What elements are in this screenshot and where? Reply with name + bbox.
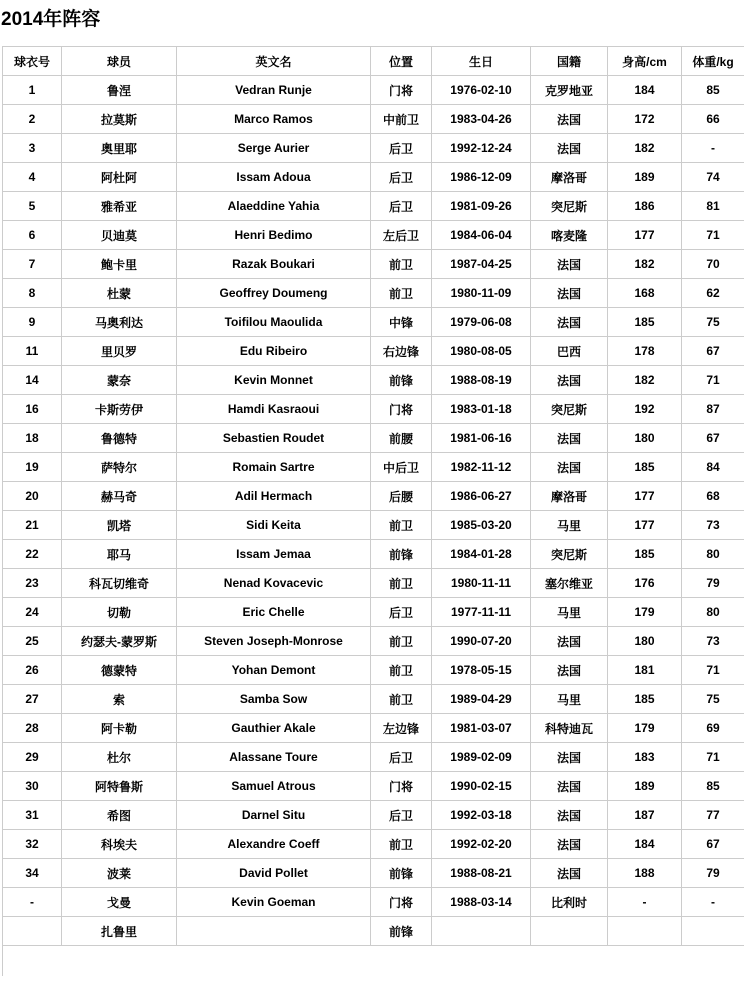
table-cell: Steven Joseph-Monrose [177,627,371,656]
column-header-player: 球员 [62,47,177,76]
table-row [3,859,744,888]
table-cell: 28 [3,714,62,743]
table-cell: 塞尔维亚 [531,569,608,598]
column-header-height: 身高/cm [608,47,682,76]
table-cell: 前卫 [371,830,432,859]
table-cell: Issam Jemaa [177,540,371,569]
table-cell: 14 [3,366,62,395]
table-cell: 阿杜阿 [62,163,177,192]
table-cell: 切勒 [62,598,177,627]
table-cell: 1980-11-09 [432,279,531,308]
table-cell: 1985-03-20 [432,511,531,540]
table-cell: 前腰 [371,424,432,453]
table-cell: 奥里耶 [62,134,177,163]
table-cell: 1980-11-11 [432,569,531,598]
column-header-nationality: 国籍 [531,47,608,76]
table-cell: 27 [3,685,62,714]
table-cell: 3 [3,134,62,163]
table-cell: Sidi Keita [177,511,371,540]
column-header-birthday: 生日 [432,47,531,76]
table-cell: 后卫 [371,743,432,772]
table-cell: 1989-04-29 [432,685,531,714]
table-cell: 184 [608,830,682,859]
table-cell: 2 [3,105,62,134]
table-cell: 法国 [531,308,608,337]
table-cell: 179 [608,714,682,743]
table-row [3,250,744,279]
table-cell: 18 [3,424,62,453]
table-cell: 79 [682,569,744,598]
table-cell: 法国 [531,656,608,685]
table-cell: 法国 [531,424,608,453]
table-cell: 1988-08-19 [432,366,531,395]
column-header-english-name: 英文名 [177,47,371,76]
table-row [3,830,744,859]
table-cell: 法国 [531,279,608,308]
table-cell: 1986-12-09 [432,163,531,192]
table-header-row [3,47,744,76]
table-row [3,714,744,743]
table-cell: 182 [608,366,682,395]
table-cell: Samba Sow [177,685,371,714]
table-cell: 177 [608,221,682,250]
table-cell: 66 [682,105,744,134]
table-row [3,163,744,192]
table-row [3,482,744,511]
table-cell: 62 [682,279,744,308]
table-cell: 1990-02-15 [432,772,531,801]
table-cell: 185 [608,685,682,714]
table-cell: 29 [3,743,62,772]
table-cell: 马里 [531,511,608,540]
table-cell [177,917,371,946]
column-header-weight: 体重/kg [682,47,744,76]
table-cell: 阿特鲁斯 [62,772,177,801]
table-row [3,656,744,685]
table-cell: 1992-02-20 [432,830,531,859]
table-cell: 187 [608,801,682,830]
table-cell: 25 [3,627,62,656]
table-cell: 蒙奈 [62,366,177,395]
table-cell: 前卫 [371,250,432,279]
table-cell: 177 [608,511,682,540]
table-cell: 马奥利达 [62,308,177,337]
table-row [3,511,744,540]
table-cell: Alexandre Coeff [177,830,371,859]
table-cell: 31 [3,801,62,830]
table-cell: 1987-04-25 [432,250,531,279]
table-row [3,221,744,250]
table-cell: David Pollet [177,859,371,888]
table-cell: 左边锋 [371,714,432,743]
table-row [3,366,744,395]
table-cell: 85 [682,76,744,105]
table-cell: 门将 [371,888,432,917]
table-cell: 8 [3,279,62,308]
table-cell: 1979-06-08 [432,308,531,337]
table-cell: 1990-07-20 [432,627,531,656]
table-cell: 23 [3,569,62,598]
table-cell: 雅希亚 [62,192,177,221]
table-cell: 68 [682,482,744,511]
table-cell: 1984-06-04 [432,221,531,250]
table-cell: 19 [3,453,62,482]
table-cell: 32 [3,830,62,859]
table-cell [682,917,744,946]
table-cell: 1978-05-15 [432,656,531,685]
table-cell: Serge Aurier [177,134,371,163]
table-row [3,395,744,424]
table-cell: Darnel Situ [177,801,371,830]
table-cell: 鲍卡里 [62,250,177,279]
table-row [3,627,744,656]
table-cell: Kevin Monnet [177,366,371,395]
table-cell: 192 [608,395,682,424]
table-cell: Alaeddine Yahia [177,192,371,221]
table-cell: 右边锋 [371,337,432,366]
table-row [3,540,744,569]
table-cell: 波莱 [62,859,177,888]
table-cell: 鲁德特 [62,424,177,453]
table-cell: 后卫 [371,134,432,163]
table-cell: 184 [608,76,682,105]
table-cell: 赫马奇 [62,482,177,511]
table-cell: 耶马 [62,540,177,569]
table-cell: 81 [682,192,744,221]
table-cell: Marco Ramos [177,105,371,134]
table-cell: 172 [608,105,682,134]
table-cell: 约瑟夫-蒙罗斯 [62,627,177,656]
table-cell: 摩洛哥 [531,482,608,511]
table-cell: 183 [608,743,682,772]
table-cell: 1984-01-28 [432,540,531,569]
table-cell: 22 [3,540,62,569]
table-cell: - [3,888,62,917]
table-cell: 73 [682,627,744,656]
table-cell: 科埃夫 [62,830,177,859]
table-row [3,598,744,627]
table-cell: Adil Hermach [177,482,371,511]
table-cell: 1989-02-09 [432,743,531,772]
table-cell: 法国 [531,366,608,395]
table-cell: 182 [608,250,682,279]
table-cell: 6 [3,221,62,250]
table-cell: 鲁涅 [62,76,177,105]
table-cell: 34 [3,859,62,888]
table-cell: 189 [608,772,682,801]
table-cell: 后卫 [371,801,432,830]
table-cell: 克罗地亚 [531,76,608,105]
table-cell: 阿卡勒 [62,714,177,743]
table-row [3,134,744,163]
table-cell: 1992-03-18 [432,801,531,830]
table-cell: 30 [3,772,62,801]
table-cell: 1980-08-05 [432,337,531,366]
empty-tail-cell [3,946,744,977]
table-cell: Edu Ribeiro [177,337,371,366]
table-cell: 萨特尔 [62,453,177,482]
table-row [3,743,744,772]
table-cell: 法国 [531,627,608,656]
page-title: 2014年阵容 [1,9,744,31]
table-cell: 1988-03-14 [432,888,531,917]
table-cell: - [682,888,744,917]
table-cell: 1976-02-10 [432,76,531,105]
table-cell: 71 [682,656,744,685]
table-cell: 法国 [531,105,608,134]
table-cell: 法国 [531,859,608,888]
table-cell: 希图 [62,801,177,830]
table-cell: 中后卫 [371,453,432,482]
table-cell: 182 [608,134,682,163]
table-cell [531,917,608,946]
table-body [3,76,744,977]
table-cell: 7 [3,250,62,279]
table-cell: 后卫 [371,192,432,221]
table-cell: 法国 [531,250,608,279]
table-cell: 突尼斯 [531,395,608,424]
table-cell: 左后卫 [371,221,432,250]
table-cell: 84 [682,453,744,482]
table-cell: Nenad Kovacevic [177,569,371,598]
table-cell: 马里 [531,598,608,627]
table-cell: 67 [682,337,744,366]
table-cell: 门将 [371,76,432,105]
table-cell: 摩洛哥 [531,163,608,192]
table-cell: 71 [682,366,744,395]
table-row [3,772,744,801]
table-cell: 前锋 [371,540,432,569]
table-cell: 181 [608,656,682,685]
table-row [3,453,744,482]
table-cell: 80 [682,598,744,627]
table-cell: Eric Chelle [177,598,371,627]
table-cell: 74 [682,163,744,192]
table-cell: 185 [608,540,682,569]
table-cell: Kevin Goeman [177,888,371,917]
empty-tail-row [3,946,744,977]
table-cell [608,917,682,946]
table-cell: 85 [682,772,744,801]
table-cell: 16 [3,395,62,424]
table-cell: 67 [682,830,744,859]
table-cell: 67 [682,424,744,453]
table-cell: - [682,134,744,163]
table-cell: Vedran Runje [177,76,371,105]
table-cell: 索 [62,685,177,714]
table-cell: 科瓦切维奇 [62,569,177,598]
table-cell: 法国 [531,453,608,482]
table-cell [3,917,62,946]
table-cell: 179 [608,598,682,627]
table-cell: 178 [608,337,682,366]
table-cell: 1983-04-26 [432,105,531,134]
table-cell: 1983-01-18 [432,395,531,424]
table-cell: 前锋 [371,366,432,395]
table-cell: 法国 [531,830,608,859]
table-cell: 巴西 [531,337,608,366]
table-cell: 24 [3,598,62,627]
table-cell: 法国 [531,134,608,163]
table-cell: 9 [3,308,62,337]
table-cell: 71 [682,221,744,250]
table-cell: Samuel Atrous [177,772,371,801]
table-cell: 突尼斯 [531,192,608,221]
table-cell: 前卫 [371,511,432,540]
table-cell: Sebastien Roudet [177,424,371,453]
table-cell: 5 [3,192,62,221]
table-row [3,337,744,366]
table-cell: 180 [608,627,682,656]
table-cell: 71 [682,743,744,772]
table-cell: 后卫 [371,598,432,627]
table-cell: 德蒙特 [62,656,177,685]
table-cell: 1988-08-21 [432,859,531,888]
table-cell: 后腰 [371,482,432,511]
table-cell: 177 [608,482,682,511]
table-cell: 26 [3,656,62,685]
table-cell: Geoffrey Doumeng [177,279,371,308]
table-cell: 176 [608,569,682,598]
table-cell: 法国 [531,743,608,772]
table-cell: 前卫 [371,656,432,685]
table-cell: 185 [608,308,682,337]
table-cell: Romain Sartre [177,453,371,482]
table-cell: 中前卫 [371,105,432,134]
table-cell: 70 [682,250,744,279]
table-cell: 1981-03-07 [432,714,531,743]
table-cell: 1986-06-27 [432,482,531,511]
table-cell: 186 [608,192,682,221]
table-row [3,105,744,134]
table-cell: 凯塔 [62,511,177,540]
table-row [3,424,744,453]
column-header-position: 位置 [371,47,432,76]
table-row [3,888,744,917]
table-cell: 门将 [371,772,432,801]
table-cell: 前卫 [371,627,432,656]
table-cell: 79 [682,859,744,888]
table-cell: 卡斯劳伊 [62,395,177,424]
table-cell: 前锋 [371,859,432,888]
table-row [3,917,744,946]
table-cell: 前卫 [371,685,432,714]
table-cell: 里贝罗 [62,337,177,366]
table-cell: 185 [608,453,682,482]
table-cell: Henri Bedimo [177,221,371,250]
table-cell: Razak Boukari [177,250,371,279]
table-cell: 马里 [531,685,608,714]
table-cell: 189 [608,163,682,192]
table-cell: 喀麦隆 [531,221,608,250]
table-cell: 扎鲁里 [62,917,177,946]
table-cell: 168 [608,279,682,308]
table-header [3,47,744,76]
table-row [3,685,744,714]
table-row [3,76,744,105]
table-cell: 杜蒙 [62,279,177,308]
table-cell: 法国 [531,772,608,801]
table-cell: 杜尔 [62,743,177,772]
table-cell: 门将 [371,395,432,424]
table-cell: 比利时 [531,888,608,917]
table-cell: 1977-11-11 [432,598,531,627]
table-cell: 80 [682,540,744,569]
table-row [3,569,744,598]
table-cell: 法国 [531,801,608,830]
table-cell: 69 [682,714,744,743]
table-cell: - [608,888,682,917]
table-cell: 180 [608,424,682,453]
table-cell: 前锋 [371,917,432,946]
table-cell: 中锋 [371,308,432,337]
table-row [3,801,744,830]
table-cell: 戈曼 [62,888,177,917]
table-cell: Alassane Toure [177,743,371,772]
table-cell: 1 [3,76,62,105]
table-cell: 20 [3,482,62,511]
squad-table [2,46,744,976]
table-cell: Yohan Demont [177,656,371,685]
table-row [3,308,744,337]
table-cell: 75 [682,685,744,714]
table-cell: 11 [3,337,62,366]
table-cell: 前卫 [371,279,432,308]
table-cell: 77 [682,801,744,830]
table-cell: 188 [608,859,682,888]
table-row [3,279,744,308]
table-cell: Gauthier Akale [177,714,371,743]
table-cell: 21 [3,511,62,540]
table-cell [432,917,531,946]
table-cell: 后卫 [371,163,432,192]
table-cell: 贝迪莫 [62,221,177,250]
table-cell: 科特迪瓦 [531,714,608,743]
table-cell: Toifilou Maoulida [177,308,371,337]
table-cell: 75 [682,308,744,337]
table-row [3,192,744,221]
table-cell: 73 [682,511,744,540]
table-cell: 突尼斯 [531,540,608,569]
table-cell: 1981-06-16 [432,424,531,453]
table-cell: Hamdi Kasraoui [177,395,371,424]
column-header-jersey-number: 球衣号 [3,47,62,76]
table-cell: 1981-09-26 [432,192,531,221]
table-cell: 1982-11-12 [432,453,531,482]
table-cell: 前卫 [371,569,432,598]
table-cell: Issam Adoua [177,163,371,192]
table-cell: 1992-12-24 [432,134,531,163]
table-cell: 87 [682,395,744,424]
table-cell: 4 [3,163,62,192]
table-cell: 拉莫斯 [62,105,177,134]
